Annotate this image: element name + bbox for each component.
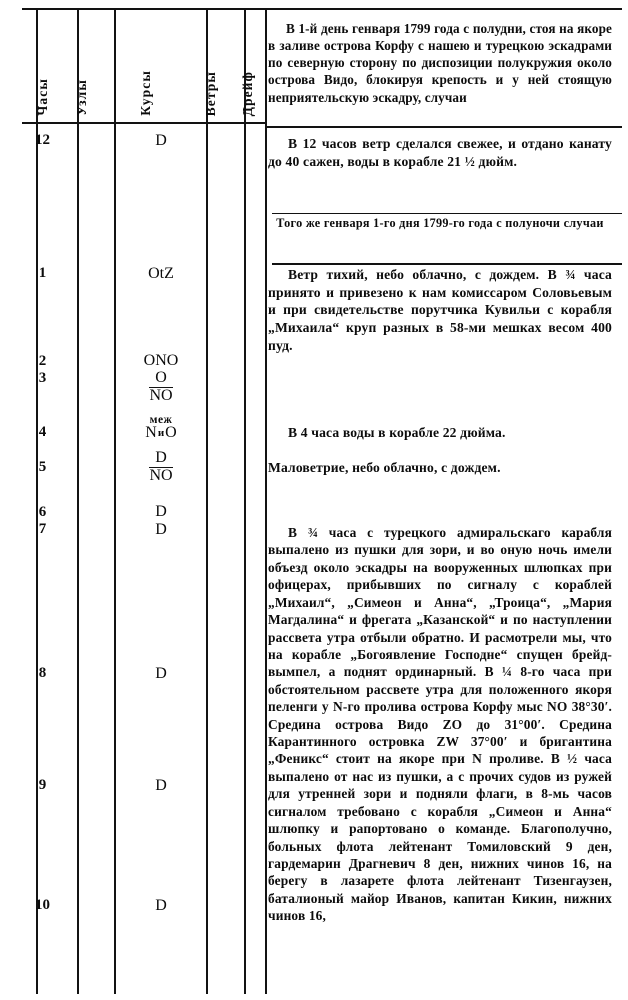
rule-under-header-note <box>265 126 622 128</box>
wind-cell-8: D <box>155 665 167 682</box>
hour-cell-6: 6 <box>38 504 47 520</box>
column-rule-hours-knots <box>77 10 79 994</box>
wind-cell-7: D <box>155 521 167 538</box>
wind-fraction-3-denominator: NO <box>149 386 173 404</box>
note-event-5: Маловетрие, небо облачно, с дождем. <box>268 460 501 475</box>
column-header-hours-label: Часы <box>34 78 50 116</box>
column-header-knots <box>63 38 100 116</box>
wind-cell-12: D <box>155 132 167 149</box>
rule-below-midnight-note <box>272 263 622 265</box>
column-header-winds <box>192 38 230 116</box>
note-event-1: Ветр тихий, небо облачно, с дождем. В ¾ часа принято и привезено к нам комиссаром Соловьевым и при свидетельстве порутчика Кувильи с корабля „Михаила“ круп разных в 58-ми мешках весом 400 пуд. <box>268 267 612 353</box>
wind-cell-4 <box>115 414 207 442</box>
column-rule-courses-winds <box>206 10 208 994</box>
column-header-knots-label: Узлы <box>73 79 89 116</box>
hour-cell-8: 8 <box>38 665 47 681</box>
column-header-drift <box>230 38 266 116</box>
wind-fraction-5-numerator: D <box>155 449 167 466</box>
wind-fraction-3 <box>149 370 172 405</box>
wind-cell-5 <box>115 450 207 485</box>
wind-cell-9: D <box>155 777 167 794</box>
note-noon-event: В 12 часов ветр сделался свежее, и отдано канату до 40 сажен, воды в корабле 21 ½ дюйм. <box>268 136 612 169</box>
note-event-7: В ¾ часа с турецкого адмиральскаго карабля выпалено из пушки для зори, и во оную ночь имели объезд около эскадры на вооруженных шлюпках при офицерах, прибывших по сигналу с кораблей „Михаил“, „Симеон и Анна“, „Троица“, „Мария Магдалина“ и фрегата „Казанской“ и по наступлении рассвета утра отбыли обратно. И расмотрели мы, что на корабле „Богоявление Господне“ спущен брейд-вымпел, а поднят ординарный. В ¼ 8-го часа при обстоятельном рассвете утра для положенного якоря пеленги у N-го пролива острова Корфу мыс NO 38°30′. Средина острова Видо ZO до 31°00′. Средина Карантинного островка ZW 37°00′ и бригантина „Феникс“ стоит на якоре при N проливе. В ½ часа выпалено от нас из пушки, а с прочих судов из ружей для утренней зори и подняли флаги, в 8-мь часов сигналом требовано с корабля „Симеон и Анна“ шлюпку и рапортовано о команде. Благополучно, больных флота лейтенант Томиловский 9 ден, гардемарин Драгневич 8 ден, нижних чинов 16, на берегу в лазарете флота лейтенант Тизенгаузен, баталионый майор Иванов, капитан Кикин, нижних чинов 16, <box>268 525 612 924</box>
column-header-courses-label: Курсы <box>138 70 154 116</box>
wind-cell-3 <box>115 370 207 405</box>
column-header-winds-label: Ветры <box>203 70 219 116</box>
hour-cell-5: 5 <box>38 459 47 475</box>
column-rule-winds-drift <box>244 10 246 994</box>
wind-cell-1: OtZ <box>148 265 174 282</box>
wind-fraction-5 <box>149 450 172 485</box>
hour-cell-9: 9 <box>38 777 47 793</box>
hour-cell-12: 12 <box>35 132 50 148</box>
rule-under-headers <box>22 122 265 124</box>
wind-fraction-5-denominator: NO <box>149 466 173 484</box>
wind-cell-4-pair <box>115 424 207 442</box>
wind-cell-4-second: O <box>165 423 177 441</box>
midnight-note: Того же генваря 1-го дня 1799-го года с полуночи случаи <box>276 216 604 230</box>
hour-cell-3: 3 <box>38 370 47 386</box>
column-header-hours <box>22 38 63 116</box>
column-header-drift-label: Дрейф <box>240 70 256 116</box>
column-rule-drift-notes <box>265 10 267 994</box>
wind-cell-10: D <box>155 897 167 914</box>
hour-cell-4: 4 <box>38 424 47 440</box>
hour-cell-1: 1 <box>38 265 47 281</box>
column-rule-left <box>36 10 38 994</box>
wind-cell-2: ONO <box>143 352 179 369</box>
header-note: В 1-й день генваря 1799 года с полудни, стоя на якоре в заливе острова Корфу с нашею и турецкою эскадрами по северную сторону по диспозиции полукружия около острова Видо, блокируя крепость и у ней стоящую неприятельскую эскадру, случаи <box>268 21 612 105</box>
wind-fraction-3-numerator: O <box>155 369 167 386</box>
hour-cell-10: 10 <box>35 897 50 913</box>
hour-cell-7: 7 <box>38 521 47 537</box>
wind-cell-4-between-label: меж <box>149 414 173 426</box>
wind-cell-4-first: N <box>145 423 157 441</box>
wind-cell-6: D <box>155 503 167 520</box>
hour-cell-2: 2 <box>38 353 47 369</box>
column-rule-knots-courses <box>114 10 116 994</box>
wind-cell-4-conj: и <box>157 426 165 439</box>
note-event-4: В 4 часа воды в корабле 22 дюйма. <box>288 425 506 440</box>
column-header-courses <box>100 38 192 116</box>
